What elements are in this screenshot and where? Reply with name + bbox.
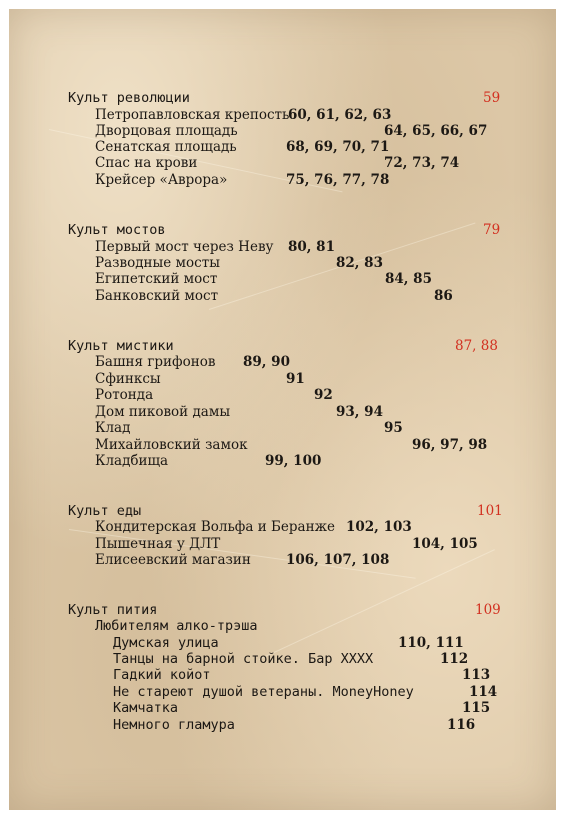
- toc-item: Гадкий койот: [113, 667, 211, 683]
- toc-item: Не стареют душой ветераны. MoneyHoney: [113, 684, 414, 700]
- toc-item: Пышечная у ДЛТ: [95, 536, 221, 552]
- toc-item-pages: 72, 73, 74: [384, 155, 460, 171]
- toc-item-pages: 116: [447, 717, 476, 733]
- toc-item-pages: 64, 65, 66, 67: [384, 123, 488, 139]
- toc-item-pages: 91: [286, 371, 305, 387]
- toc-item: Сфинксы: [95, 371, 161, 387]
- toc-item: Спас на крови: [95, 155, 198, 171]
- toc-item: Крейсер «Аврора»: [95, 172, 228, 188]
- toc-item: Ротонда: [95, 387, 154, 403]
- toc-item: Михайловский замок: [95, 437, 248, 453]
- toc-item: Дворцовая площадь: [95, 123, 238, 139]
- toc-item-pages: 114: [469, 684, 498, 700]
- toc-item-pages: 112: [440, 651, 469, 667]
- section-page-food: 101: [477, 503, 503, 519]
- section-page-mysticism: 87, 88: [455, 338, 498, 354]
- toc-item-pages: 84, 85: [385, 271, 432, 287]
- toc-item-pages: 115: [462, 700, 491, 716]
- section-page-revolution: 59: [483, 90, 501, 106]
- toc-item: Камчатка: [113, 700, 179, 716]
- toc-item: Банковский мост: [95, 288, 219, 304]
- toc-item: Дом пиковой дамы: [95, 404, 231, 420]
- toc-item: Кладбища: [95, 453, 169, 469]
- toc-item-pages: 60, 61, 62, 63: [288, 107, 392, 123]
- section-title-bridges: Культ мостов: [68, 222, 166, 238]
- toc-item-pages: 99, 100: [265, 453, 322, 469]
- toc-item-pages: 95: [384, 420, 403, 436]
- toc-item-pages: 93, 94: [336, 404, 383, 420]
- toc-item: Немного гламура: [113, 717, 235, 733]
- toc-item-pages: 86: [434, 288, 453, 304]
- toc-item-pages: 89, 90: [243, 354, 290, 370]
- toc-item: Танцы на барной стойке. Бар ХХХХ: [113, 651, 374, 667]
- toc-item: Первый мост через Неву: [95, 239, 274, 255]
- toc-subsection-title: Любителям алко-трэша: [95, 618, 258, 634]
- toc-item-pages: 80, 81: [288, 239, 335, 255]
- toc-item-pages: 110, 111: [398, 635, 464, 651]
- toc-item: Сенатская площадь: [95, 139, 237, 155]
- toc-item: Думская улица: [113, 635, 219, 651]
- section-title-revolution: Культ революции: [68, 90, 190, 106]
- toc-item-pages: 68, 69, 70, 71: [286, 139, 390, 155]
- toc-item-pages: 75, 76, 77, 78: [286, 172, 390, 188]
- toc-item: Петропавловская крепость: [95, 107, 290, 123]
- toc-item-pages: 106, 107, 108: [286, 552, 390, 568]
- toc-item-pages: 96, 97, 98: [412, 437, 488, 453]
- section-page-bridges: 79: [483, 222, 501, 238]
- section-title-drinking: Культ пития: [68, 602, 158, 618]
- toc-item: Кондитерская Вольфа и Беранже: [95, 519, 336, 535]
- toc-item-pages: 113: [462, 667, 491, 683]
- toc-item: Разводные мосты: [95, 255, 220, 271]
- toc-item: Египетский мост: [95, 271, 218, 287]
- toc-item: Елисеевский магазин: [95, 552, 251, 568]
- toc-item-pages: 104, 105: [412, 536, 478, 552]
- section-page-drinking: 109: [475, 602, 501, 618]
- toc-item: Башня грифонов: [95, 354, 216, 370]
- toc-item-pages: 102, 103: [346, 519, 412, 535]
- section-title-food: Культ еды: [68, 503, 142, 519]
- section-title-mysticism: Культ мистики: [68, 338, 174, 354]
- toc-item-pages: 82, 83: [336, 255, 383, 271]
- toc-item: Клад: [95, 420, 131, 436]
- toc-item-pages: 92: [314, 387, 333, 403]
